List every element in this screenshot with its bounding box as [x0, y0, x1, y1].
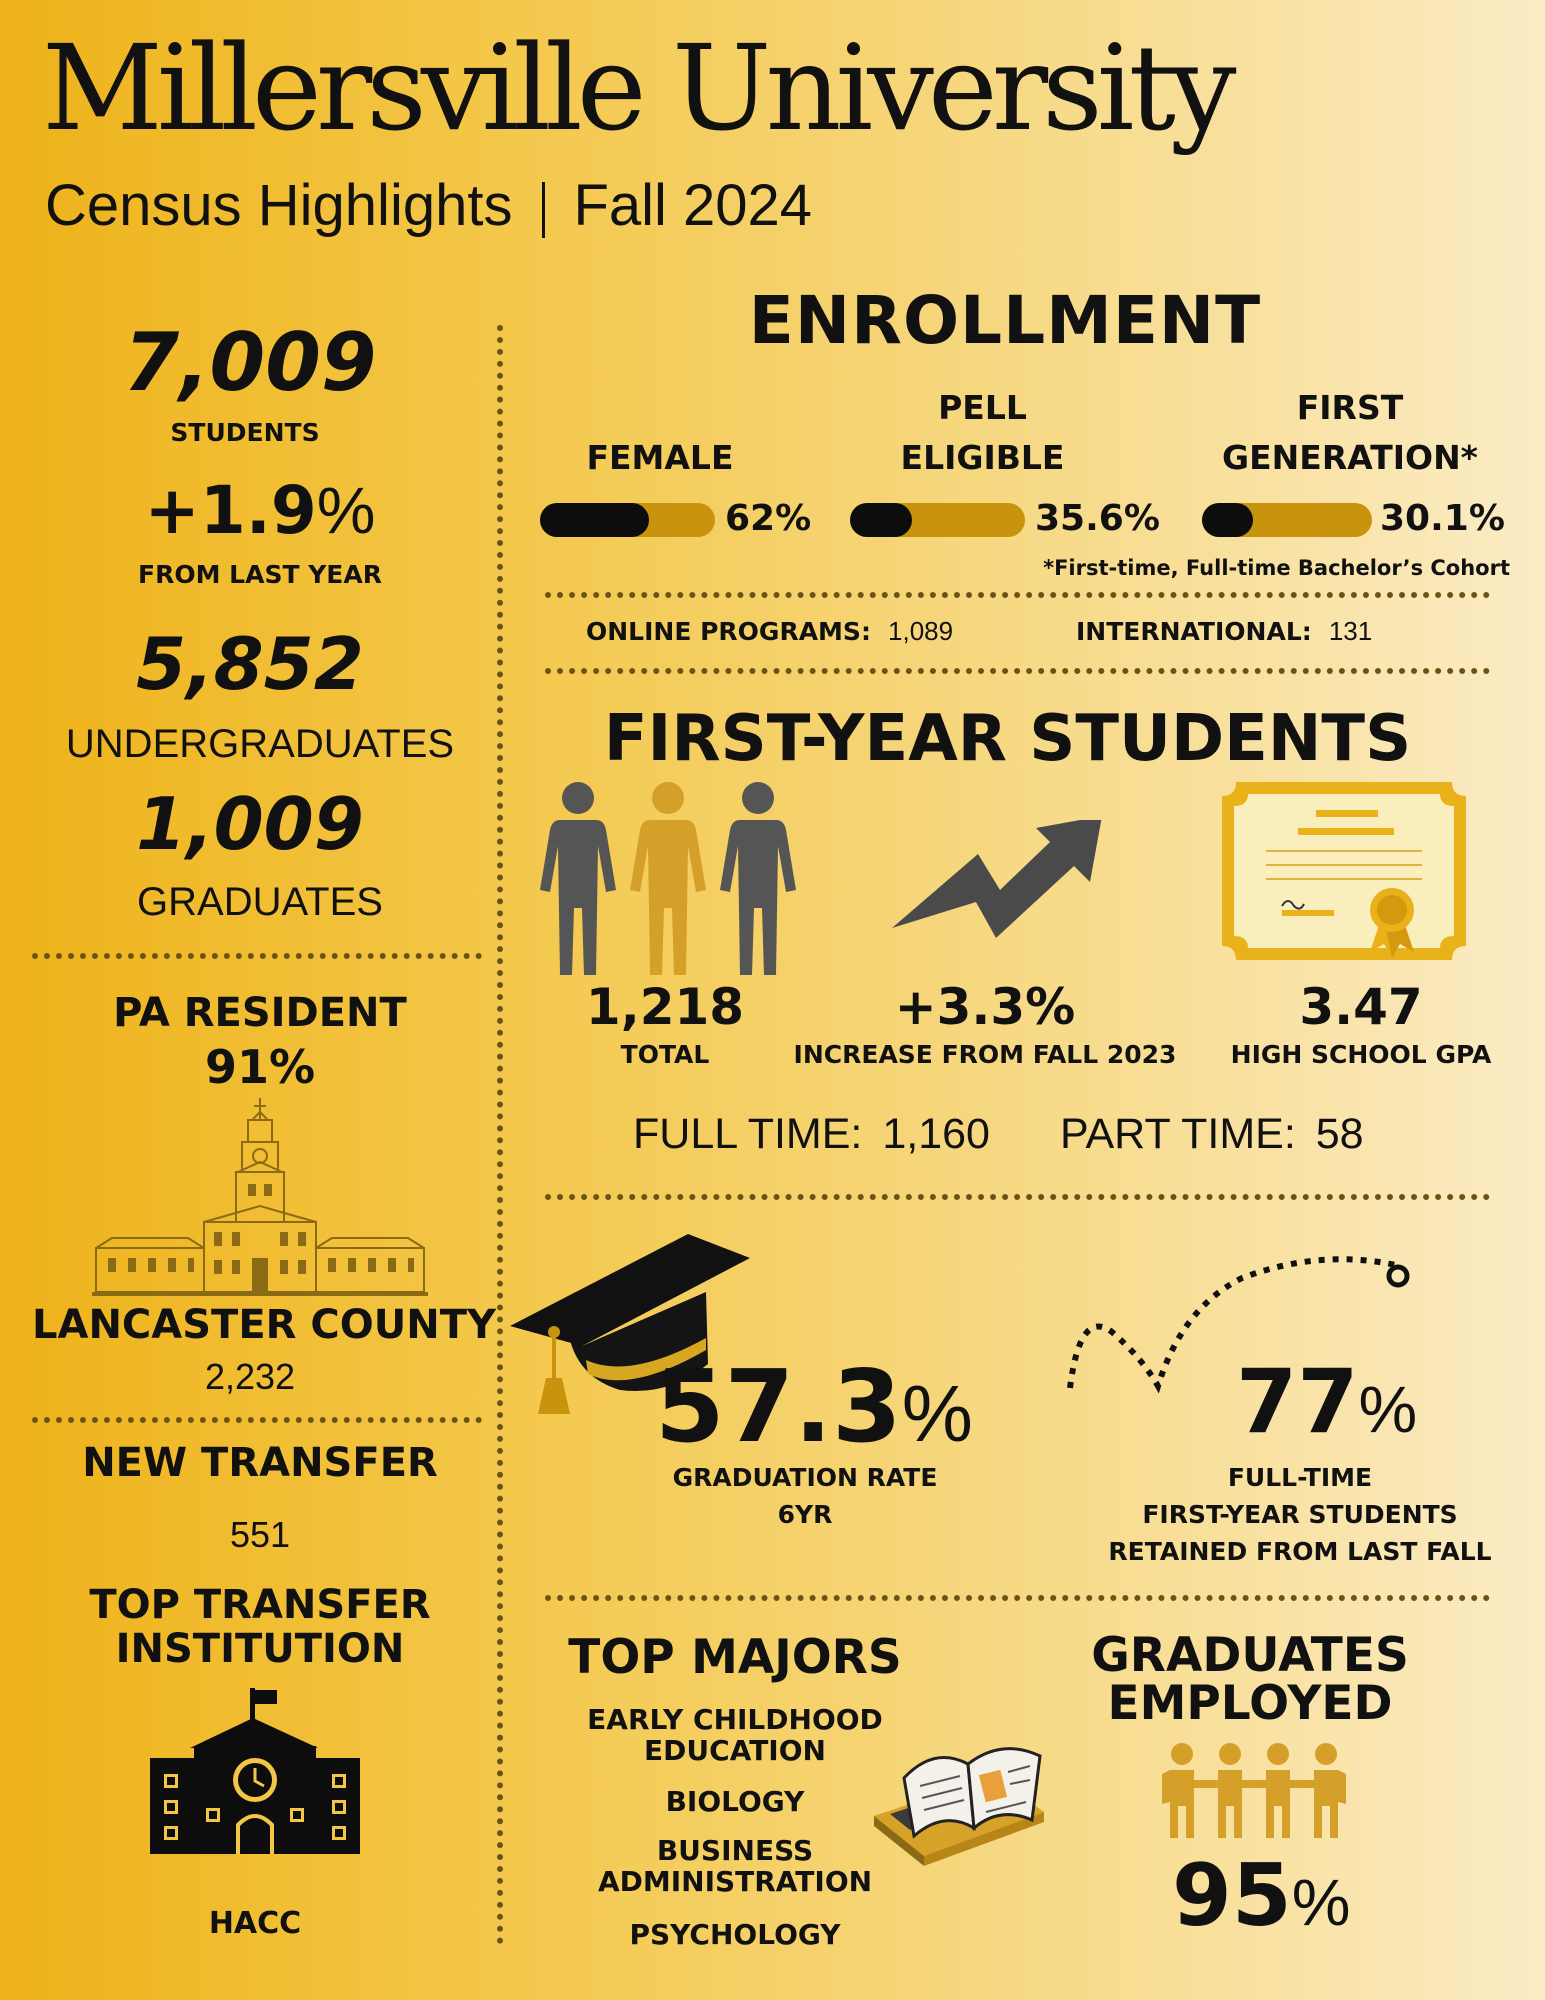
enrollment-heading: ENROLLMENT [748, 282, 1262, 359]
employed-heading-2: EMPLOYED [1107, 1676, 1393, 1731]
part-time-value: 58 [1315, 1110, 1364, 1158]
lancaster-value: 2,232 [204, 1356, 296, 1397]
pell-value: 35.6% [1035, 498, 1160, 539]
part-time-stat [1060, 1110, 1364, 1159]
grad-value: 1,009 [136, 782, 364, 866]
major-4: PSYCHOLOGY [629, 1918, 841, 1951]
online-value: 1,089 [888, 616, 954, 646]
people-icon [538, 780, 798, 980]
online-label: ONLINE PROGRAMS: [586, 617, 871, 646]
female-bar-fill [540, 503, 649, 537]
major-1-line-1: EARLY CHILDHOOD [587, 1703, 883, 1736]
major-3-line-2: ADMINISTRATION [597, 1865, 873, 1898]
female-bar [540, 503, 715, 537]
undergrad-label: UNDERGRADUATES [65, 722, 455, 766]
international [1076, 616, 1372, 647]
top-transfer-value: HACC [208, 1906, 302, 1941]
certificate-icon [1222, 782, 1466, 960]
grad-rate-label-1: GRADUATION RATE [672, 1463, 938, 1492]
left-divider-2 [32, 1417, 482, 1423]
subtitle-separator [542, 182, 545, 238]
enrollment-divider-2 [545, 668, 1490, 674]
independence-hall-icon [92, 1098, 428, 1298]
books-icon [864, 1716, 1054, 1866]
change-stat [40, 472, 480, 549]
employed-heading-1: GRADUATES [1091, 1628, 1409, 1683]
undergrad-value: 5,852 [136, 622, 364, 706]
retention-stat [1236, 1350, 1417, 1453]
grad-label: GRADUATES [137, 880, 383, 924]
people-chain-icon [1160, 1740, 1350, 1840]
change-value: +1.9 [144, 472, 317, 549]
firstgen-bar-fill [1202, 503, 1253, 537]
top-transfer-label-1: TOP TRANSFER [89, 1582, 431, 1628]
bar-pell-label-2: ELIGIBLE [900, 438, 1065, 477]
firstgen-value: 30.1% [1380, 498, 1505, 539]
pell-bar-fill [850, 503, 912, 537]
lancaster-label: LANCASTER COUNTY [32, 1302, 496, 1348]
grad-rate-unit: % [901, 1369, 973, 1458]
outcomes-divider [545, 1595, 1490, 1601]
major-1-line-2: EDUCATION [644, 1734, 826, 1767]
firstgen-bar [1202, 503, 1372, 537]
left-divider-1 [32, 953, 482, 959]
part-time-label: PART TIME: [1060, 1110, 1296, 1158]
subtitle-term: Fall 2024 [573, 173, 813, 238]
gpa-value: 3.47 [1299, 978, 1423, 1036]
top-transfer-label-2: INSTITUTION [115, 1626, 405, 1672]
university-title: Millersville University [42, 19, 1231, 157]
bar-firstgen-label-2: GENERATION* [1222, 438, 1478, 477]
change-unit: % [316, 473, 376, 547]
female-value: 62% [725, 498, 812, 539]
subtitle-census: Census Highlights [45, 173, 513, 238]
retention-value: 77 [1236, 1350, 1359, 1453]
employed-value: 95 [1172, 1846, 1292, 1946]
majors-heading: TOP MAJORS [568, 1630, 902, 1685]
gpa-label: HIGH SCHOOL GPA [1230, 1040, 1492, 1069]
retention-label-1: FULL-TIME [1227, 1463, 1373, 1492]
employed-unit: % [1291, 1865, 1351, 1939]
retention-unit: % [1358, 1372, 1418, 1446]
subtitle [45, 172, 812, 239]
bar-pell-label-1: PELL [938, 388, 1027, 427]
vertical-divider [497, 325, 503, 1945]
retention-label-2: FIRST-YEAR STUDENTS [1142, 1500, 1458, 1529]
international-label: INTERNATIONAL: [1076, 617, 1312, 646]
students-label: STUDENTS [170, 418, 320, 447]
enrollment-divider-1 [545, 592, 1490, 598]
international-value: 131 [1328, 616, 1373, 646]
students-value: 7,009 [123, 316, 377, 409]
total-label: TOTAL [620, 1040, 710, 1069]
major-2: BIOLOGY [665, 1785, 805, 1818]
increase-label: INCREASE FROM FALL 2023 [793, 1040, 1177, 1069]
total-value: 1,218 [585, 978, 745, 1036]
full-time-value: 1,160 [882, 1110, 990, 1158]
enrollment-footnote: *First-time, Full-time Bachelor’s Cohort [1043, 556, 1510, 580]
grad-rate-label-2: 6YR [777, 1500, 833, 1529]
online-programs [586, 616, 953, 647]
trend-arrow-icon [888, 820, 1108, 940]
bar-firstgen-label-1: FIRST [1296, 388, 1404, 427]
change-label: FROM LAST YEAR [138, 560, 382, 589]
new-transfer-label: NEW TRANSFER [82, 1440, 438, 1486]
first-year-heading: FIRST-YEAR STUDENTS [603, 702, 1412, 776]
pa-resident-value: 91% [204, 1040, 316, 1094]
major-3-line-1: BUSINESS [656, 1834, 814, 1867]
full-time-label: FULL TIME: [633, 1110, 863, 1158]
pell-bar [850, 503, 1025, 537]
retention-label-3: RETAINED FROM LAST FALL [1108, 1537, 1492, 1566]
full-time-stat [633, 1110, 990, 1159]
grad-rate-value: 57.3 [655, 1348, 902, 1465]
employed-stat [1172, 1846, 1350, 1946]
increase-value: +3.3% [894, 978, 1076, 1036]
bar-female-label-2: FEMALE [586, 438, 734, 477]
pa-resident-label: PA RESIDENT [113, 990, 407, 1036]
grad-rate-stat [655, 1348, 973, 1465]
firstyear-divider [545, 1194, 1490, 1200]
school-building-icon [150, 1688, 360, 1858]
new-transfer-value: 551 [229, 1514, 291, 1555]
